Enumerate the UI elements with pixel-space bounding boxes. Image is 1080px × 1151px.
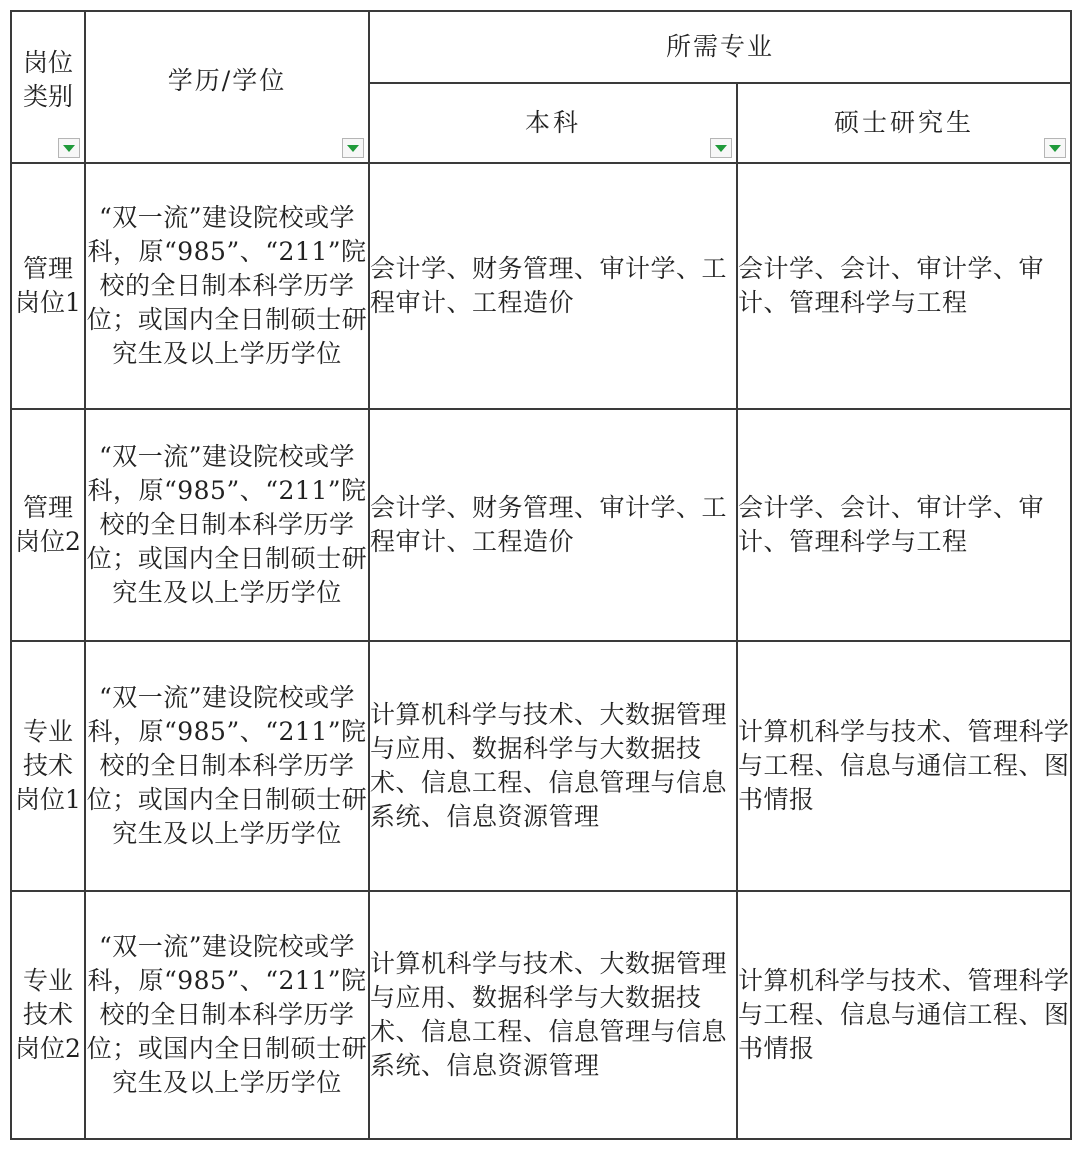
- cell-category: 管理岗位1: [11, 163, 85, 409]
- cell-master-majors: 计算机科学与技术、管理科学与工程、信息与通信工程、图书情报: [737, 641, 1071, 891]
- cell-bachelor-majors: 计算机科学与技术、大数据管理与应用、数据科学与大数据技术、信息工程、信息管理与信息系统、信息资源管理: [369, 641, 737, 891]
- header-education: [85, 11, 369, 163]
- cell-bachelor-majors: 会计学、财务管理、审计学、工程审计、工程造价: [369, 163, 737, 409]
- cell-category: 专业技术岗位1: [11, 641, 85, 891]
- header-bachelor-label: 本科: [524, 108, 581, 137]
- table-row: [11, 163, 1071, 409]
- cell-category: 专业技术岗位2: [11, 891, 85, 1139]
- job-requirements-table: [10, 10, 1072, 1140]
- table-row: [11, 891, 1071, 1139]
- header-majors-group: [369, 11, 1071, 83]
- cell-master-majors: 会计学、会计、审计学、审计、管理科学与工程: [737, 163, 1071, 409]
- cell-master-majors: 会计学、会计、审计学、审计、管理科学与工程: [737, 409, 1071, 641]
- header-bachelor: [369, 83, 737, 163]
- header-category: [11, 11, 85, 163]
- header-category-label: 岗位类别: [22, 48, 73, 111]
- header-education-label: 学历/学位: [167, 66, 287, 95]
- header-majors-group-label: 所需专业: [666, 32, 775, 61]
- cell-education: “双一流”建设院校或学科，原“985”、“211”院校的全日制本科学历学位；或国内全日制硕士研究生及以上学历学位: [85, 641, 369, 891]
- header-master: [737, 83, 1071, 163]
- cell-education: “双一流”建设院校或学科，原“985”、“211”院校的全日制本科学历学位；或国内全日制硕士研究生及以上学历学位: [85, 409, 369, 641]
- cell-master-majors: 计算机科学与技术、管理科学与工程、信息与通信工程、图书情报: [737, 891, 1071, 1139]
- filter-dropdown-icon[interactable]: [1044, 138, 1066, 158]
- filter-dropdown-icon[interactable]: [710, 138, 732, 158]
- filter-dropdown-icon[interactable]: [342, 138, 364, 158]
- cell-bachelor-majors: 计算机科学与技术、大数据管理与应用、数据科学与大数据技术、信息工程、信息管理与信息系统、信息资源管理: [369, 891, 737, 1139]
- filter-dropdown-icon[interactable]: [58, 138, 80, 158]
- cell-education: “双一流”建设院校或学科，原“985”、“211”院校的全日制本科学历学位；或国内全日制硕士研究生及以上学历学位: [85, 891, 369, 1139]
- table-row: [11, 641, 1071, 891]
- table-row: [11, 409, 1071, 641]
- cell-bachelor-majors: 会计学、财务管理、审计学、工程审计、工程造价: [369, 409, 737, 641]
- cell-education: “双一流”建设院校或学科，原“985”、“211”院校的全日制本科学历学位；或国内全日制硕士研究生及以上学历学位: [85, 163, 369, 409]
- cell-category: 管理岗位2: [11, 409, 85, 641]
- header-master-label: 硕士研究生: [834, 108, 975, 137]
